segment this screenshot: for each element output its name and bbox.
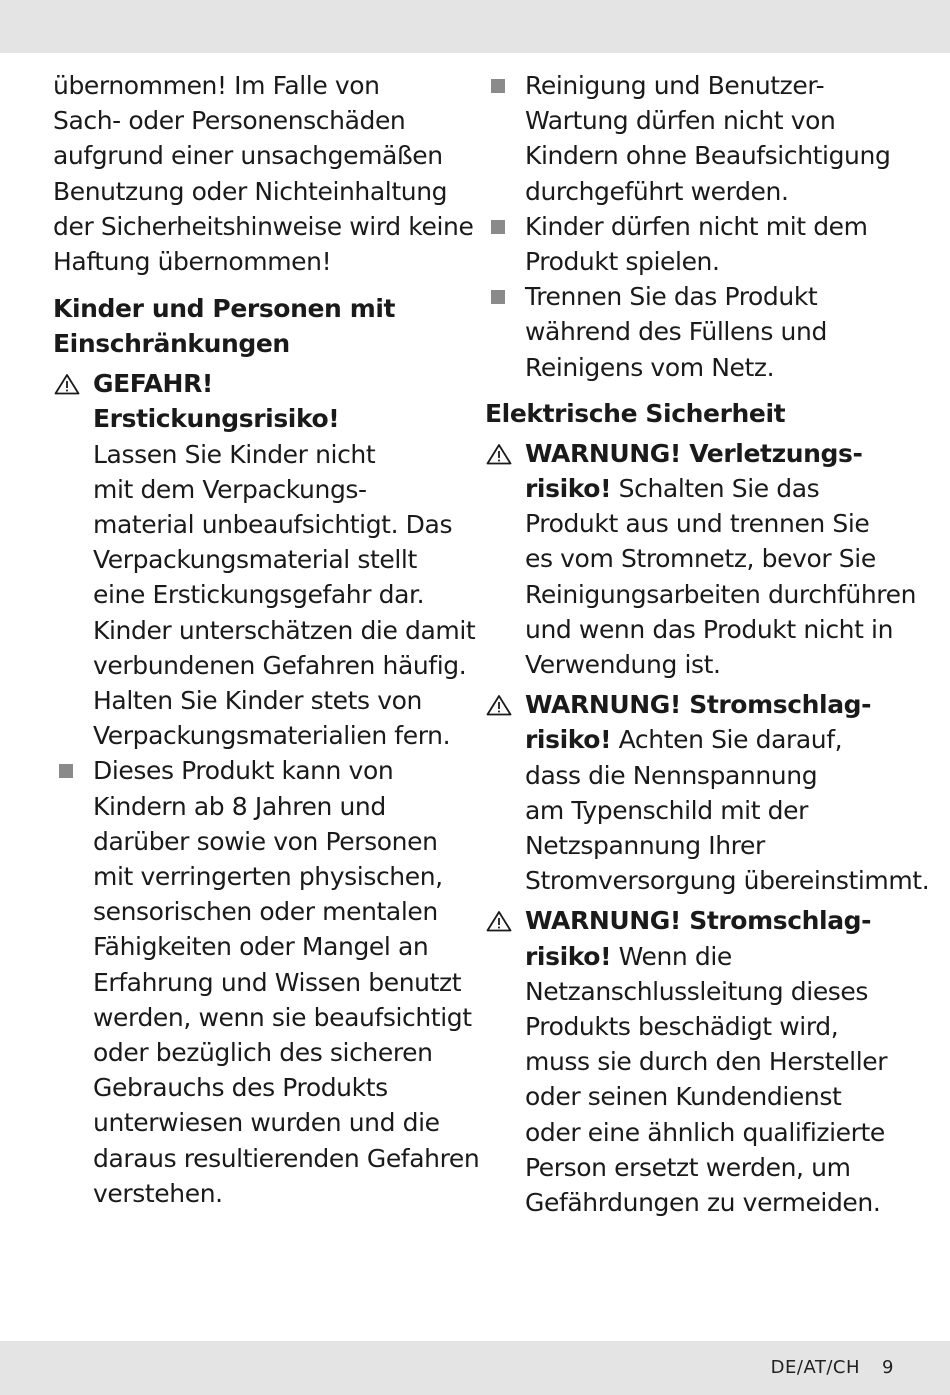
warning-text-start: Schalten Sie das: [611, 474, 820, 504]
text-line: Stromversorgung übereinstimmt.: [525, 866, 930, 896]
text-line: Fähigkeiten oder Mangel an: [93, 932, 429, 962]
warning-text-start: Achten Sie darauf,: [611, 725, 843, 755]
page-footer: [771, 1357, 894, 1378]
text-line: oder seinen Kundendienst: [525, 1082, 842, 1112]
text-line: Produkt spielen.: [525, 247, 720, 277]
section-heading-children: [53, 291, 473, 361]
text-line: Kindern ohne Beaufsichtigung: [525, 141, 891, 171]
danger-notice: [53, 366, 476, 753]
warning-notice: [485, 687, 930, 898]
warning-title: WARNUNG! Verletzungs-: [525, 438, 863, 468]
text-line: und wenn das Produkt nicht in: [525, 614, 894, 644]
text-line: mit dem Verpackungs-: [93, 474, 367, 504]
warning-triangle-icon: [54, 373, 80, 395]
warning-title: WARNUNG! Stromschlag-: [525, 690, 872, 720]
left-column: [53, 68, 480, 1211]
square-bullet-icon: [59, 764, 73, 778]
text-line: eine Erstickungsgefahr dar.: [93, 580, 425, 610]
text-line: Kinder unterschätzen die damit: [93, 615, 476, 645]
warning-title-end: risiko!: [525, 474, 612, 504]
text-line: Dieses Produkt kann von: [93, 756, 394, 786]
text-line: oder bezüglich des sicheren: [93, 1038, 433, 1068]
danger-subtitle: Erstickungsrisiko!: [93, 404, 340, 434]
text-line: sensorischen oder mentalen: [93, 897, 438, 927]
warning-triangle-icon: [486, 694, 512, 716]
warning-notice: [485, 903, 905, 1220]
section-heading-electrical: Elektrische Sicherheit: [485, 398, 786, 428]
danger-title: GEFAHR!: [93, 369, 213, 399]
intro-paragraph: [53, 68, 473, 279]
text-line: dass die Nennspannung: [525, 760, 818, 790]
text-line: Verwendung ist.: [525, 650, 721, 680]
text-line: Sach- oder Personenschäden: [53, 106, 406, 136]
warning-triangle-icon: [486, 443, 512, 465]
warning-notice: [485, 436, 917, 682]
text-line: Netzanschlussleitung dieses: [525, 976, 869, 1006]
warning-title: WARNUNG! Stromschlag-: [525, 906, 872, 936]
text-line: am Typenschild mit der: [525, 795, 808, 825]
square-bullet-icon: [491, 290, 505, 304]
text-line: Produkts beschädigt wird,: [525, 1012, 839, 1042]
text-line: Verpackungsmaterialien fern.: [93, 721, 451, 751]
text-line: [525, 939, 905, 974]
text-line: übernommen! Im Falle von: [53, 71, 380, 100]
warning-text-start: Wenn die: [611, 941, 732, 971]
text-line: Netzspannung Ihrer: [525, 831, 765, 861]
text-line: Reinigungsarbeiten durchführen: [525, 579, 917, 609]
text-line: Erfahrung und Wissen benutzt: [93, 967, 462, 997]
text-line: der Sicherheitshinweise wird keine: [53, 211, 474, 241]
text-line: Verpackungsmaterial stellt: [93, 545, 417, 575]
text-line: verbundenen Gefahren häufig.: [93, 650, 467, 680]
text-line: Reinigung und Benutzer-: [525, 71, 825, 100]
text-line: [525, 722, 905, 757]
text-line: Haftung übernommen!: [53, 247, 332, 277]
text-line: Reinigens vom Netz.: [525, 352, 775, 382]
warning-title-end: risiko!: [525, 725, 612, 755]
text-line: Lassen Sie Kinder nicht: [93, 439, 376, 469]
text-line: während des Füllens und: [525, 317, 827, 347]
text-line: Trennen Sie das Produkt: [525, 282, 818, 312]
square-bullet-icon: [491, 220, 505, 234]
bullet-item: [485, 279, 905, 385]
text-line: Gebrauchs des Produkts: [93, 1073, 388, 1103]
bullet-item: [485, 68, 905, 209]
text-line: Benutzung oder Nichteinhaltung: [53, 176, 448, 206]
text-line: material unbeaufsichtigt. Das: [93, 510, 453, 540]
top-band: [0, 0, 950, 53]
bullet-item: [53, 753, 480, 1211]
warning-triangle-icon: [486, 910, 512, 932]
heading-line: Kinder und Personen mit: [53, 294, 396, 324]
text-line: Person ersetzt werden, um: [525, 1152, 851, 1182]
text-line: Kinder dürfen nicht mit dem: [525, 211, 868, 241]
region-label: DE/AT/CH: [770, 1357, 861, 1378]
text-line: mit verringerten physischen,: [93, 862, 443, 892]
text-line: Gefährdungen zu vermeiden.: [525, 1188, 881, 1218]
warning-title-end: risiko!: [525, 941, 612, 971]
text-line: darüber sowie von Personen: [93, 826, 438, 856]
heading-line: Einschränkungen: [53, 329, 290, 359]
text-line: unterwiesen wurden und die: [93, 1108, 440, 1138]
text-line: aufgrund einer unsachgemäßen: [53, 141, 443, 171]
text-line: Wartung dürfen nicht von: [525, 106, 836, 136]
page-number: 9: [882, 1357, 894, 1378]
text-line: werden, wenn sie beaufsichtigt: [93, 1002, 472, 1032]
text-line: oder eine ähnlich qualifizierte: [525, 1117, 885, 1147]
text-line: Halten Sie Kinder stets von: [93, 686, 422, 716]
text-line: [525, 471, 905, 506]
text-line: daraus resultierenden Gefahren: [93, 1143, 480, 1173]
text-line: muss sie durch den Hersteller: [525, 1047, 888, 1077]
square-bullet-icon: [491, 79, 505, 93]
text-line: es vom Stromnetz, bevor Sie: [525, 544, 876, 574]
bullet-item: [485, 209, 905, 279]
right-column: [485, 68, 930, 1220]
text-line: durchgeführt werden.: [525, 176, 789, 206]
text-line: Produkt aus und trennen Sie: [525, 509, 870, 539]
text-line: verstehen.: [93, 1178, 223, 1208]
text-line: Kindern ab 8 Jahren und: [93, 791, 386, 821]
